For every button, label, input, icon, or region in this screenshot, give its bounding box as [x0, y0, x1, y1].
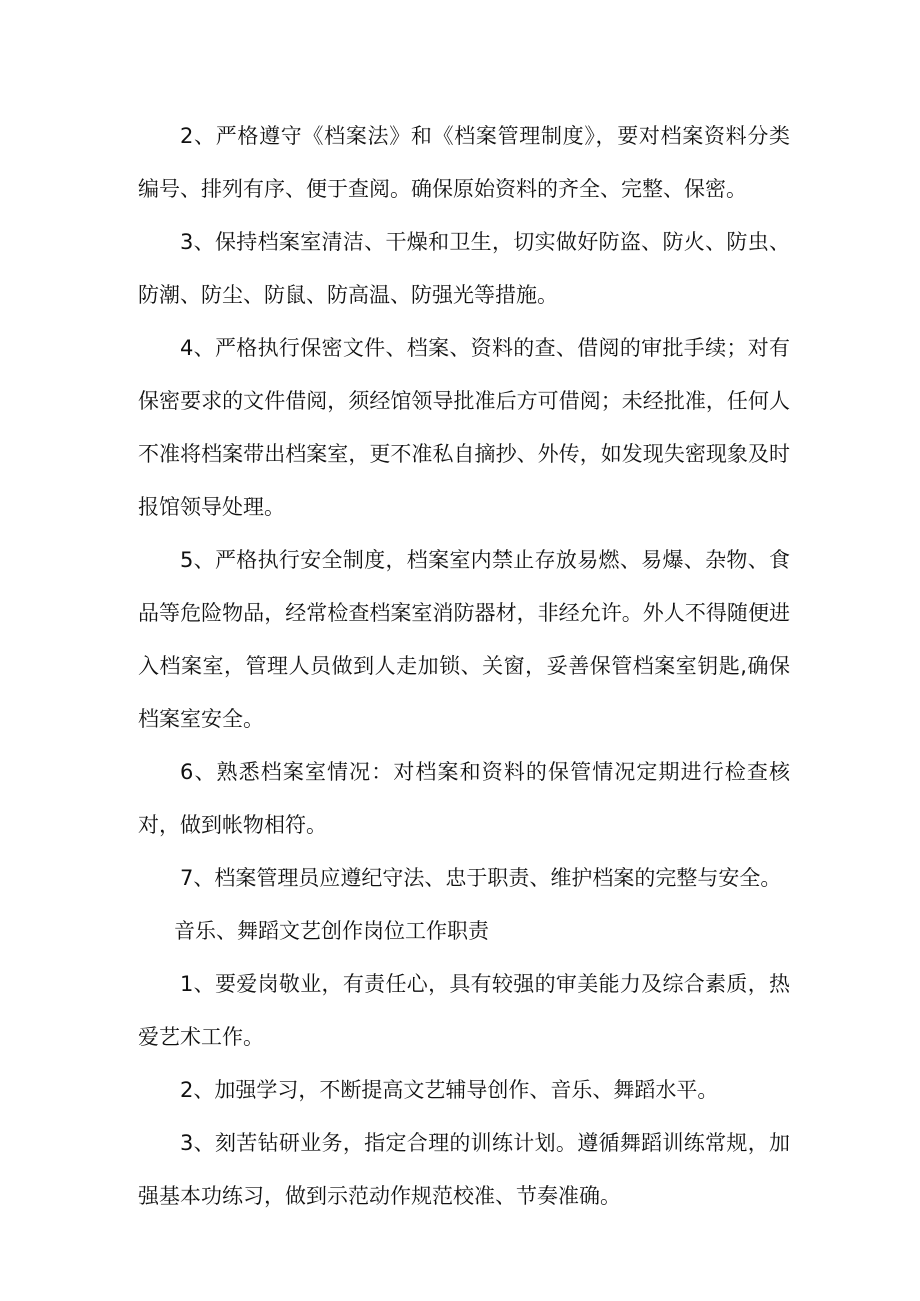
paragraph-2: 2、严格遵守《档案法》和《档案管理制度》，要对档案资料分类编号、排列有序、便于查阅。确保原始资料的齐全、完整、保密。: [138, 124, 790, 201]
section-paragraph-1: 1、要爱岗敬业，有责任心，具有较强的审美能力及综合素质，热爱艺术工作。: [138, 972, 790, 1049]
section-title: 音乐、舞蹈文艺创作岗位工作职责: [174, 919, 489, 943]
section-paragraph-2: 2、加强学习，不断提高文艺辅导创作、音乐、舞蹈水平。: [180, 1078, 719, 1102]
paragraph-5: 5、严格执行安全制度，档案室内禁止存放易燃、易爆、杂物、食品等危险物品，经常检查档案室消防器材，非经允许。外人不得随便进入档案室，管理人员做到人走加锁、关窗，妥善保管档案室钥匙,确保档案室安全。: [138, 548, 790, 731]
paragraph-3: 3、保持档案室清洁、干燥和卫生，切实做好防盗、防火、防虫、防潮、防尘、防鼠、防高温、防强光等措施。: [138, 230, 790, 307]
paragraph-6: 6、熟悉档案室情况：对档案和资料的保管情况定期进行检查核对，做到帐物相符。: [138, 760, 790, 837]
paragraph-4: 4、严格执行保密文件、档案、资料的查、借阅的审批手续；对有保密要求的文件借阅，须经馆领导批准后方可借阅；未经批准，任何人不准将档案带出档案室，更不准私自摘抄、外传，如发现失密现象及时报馆领导处理。: [138, 336, 790, 519]
section-paragraph-3: 3、刻苦钻研业务，指定合理的训练计划。遵循舞蹈训练常规，加强基本功练习，做到示范动作规范校准、节奏准确。: [138, 1131, 790, 1208]
paragraph-7: 7、档案管理员应遵纪守法、忠于职责、维护档案的完整与安全。: [180, 866, 782, 890]
